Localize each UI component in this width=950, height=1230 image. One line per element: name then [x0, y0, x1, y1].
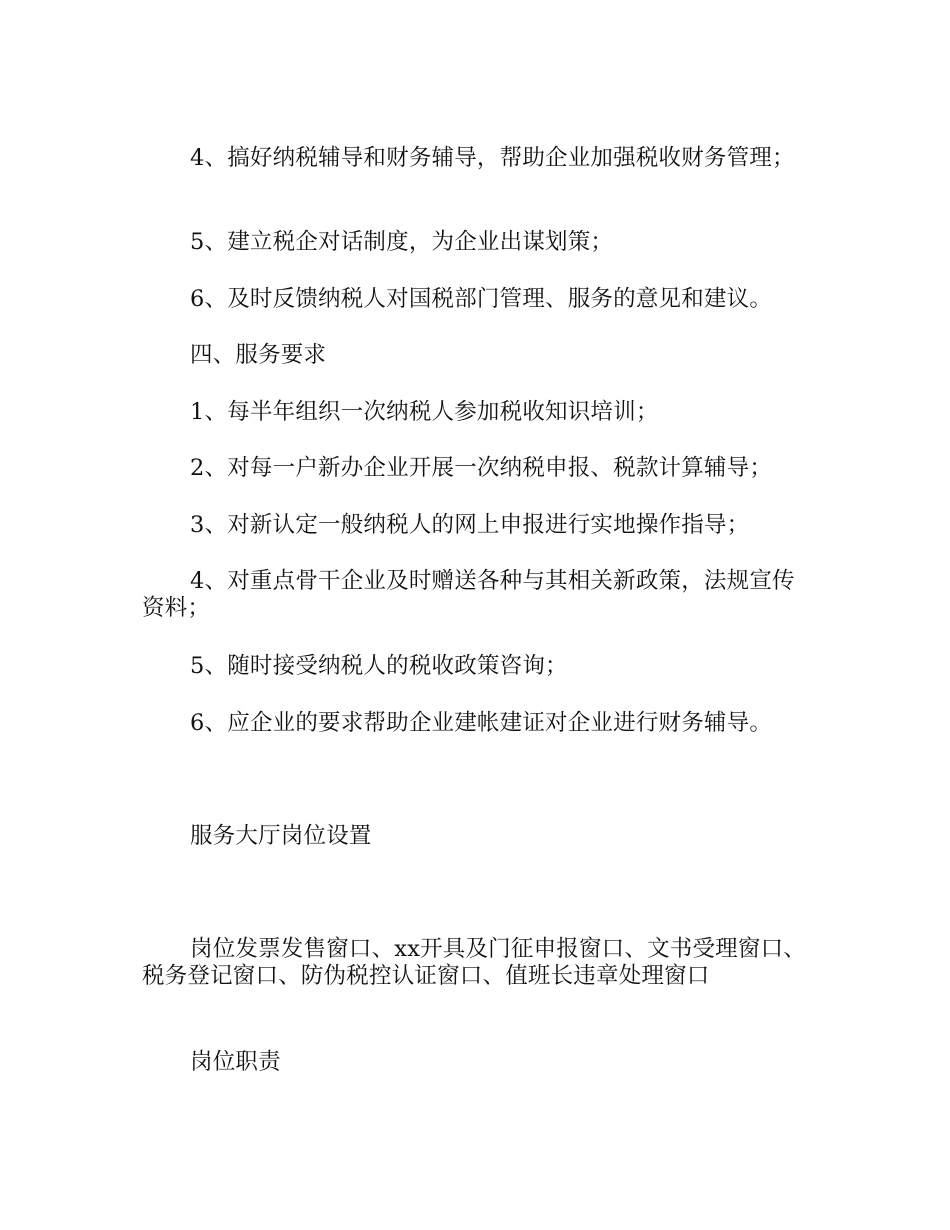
paragraph-tax-guidance: 4、搞好纳税辅导和财务辅导，帮助企业加强税收财务管理；	[190, 145, 795, 171]
paragraph-training: 1、每半年组织一次纳税人参加税收知识培训；	[190, 399, 659, 425]
heading-hall-positions: 服务大厅岗位设置	[190, 823, 372, 849]
section-heading-service-requirements: 四、服务要求	[190, 342, 327, 368]
heading-position-duties: 岗位职责	[190, 1049, 281, 1075]
paragraph-policy-consulting: 5、随时接受纳税人的税收政策咨询；	[190, 653, 568, 679]
paragraph-online-filing: 3、对新认定一般纳税人的网上申报进行实地操作指导；	[190, 512, 750, 538]
paragraph-position-list: 岗位发票发售窗口、xx开具及门征申报窗口、文书受理窗口、税务登记窗口、防伪税控认证窗口、值班长违章处理窗口	[142, 936, 806, 989]
paragraph-key-enterprises: 4、对重点骨干企业及时赠送各种与其相关新政策，法规宣传资料；	[142, 568, 795, 621]
paragraph-accounting-help: 6、应企业的要求帮助企业建帐建证对企业进行财务辅导。	[190, 710, 773, 736]
paragraph-feedback: 6、及时反馈纳税人对国税部门管理、服务的意见和建议。	[190, 286, 773, 312]
paragraph-dialogue-system: 5、建立税企对话制度，为企业出谋划策；	[190, 229, 614, 255]
paragraph-new-enterprise: 2、对每一户新办企业开展一次纳税申报、税款计算辅导；	[190, 455, 773, 481]
